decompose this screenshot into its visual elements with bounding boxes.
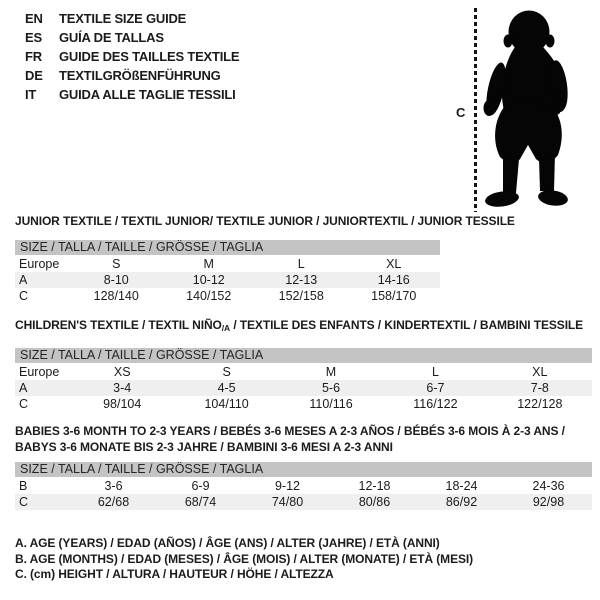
size-header-bar: SIZE / TALLA / TAILLE / GRÖSSE / TAGLIA xyxy=(15,348,592,363)
language-code: DE xyxy=(25,68,43,83)
age-cell: 6-7 xyxy=(426,381,445,395)
language-code: FR xyxy=(25,49,42,64)
height-cell: 104/110 xyxy=(204,397,249,411)
babies-table-title-line2: BABYS 3-6 MONATE BIS 2-3 JAHRE / BAMBINI 3-6 MESI A 2-3 ANNI xyxy=(15,440,393,454)
size-cell: XL xyxy=(532,365,548,379)
guide-title-de: TEXTILGRÖßENFÜHRUNG xyxy=(59,68,221,83)
language-row-fr xyxy=(25,47,239,66)
language-code: EN xyxy=(25,11,43,26)
language-code: IT xyxy=(25,87,37,102)
age-cell: 3-4 xyxy=(113,381,132,395)
children-table-title xyxy=(15,318,583,333)
table-row-months xyxy=(15,478,592,494)
size-cell: L xyxy=(297,257,305,271)
age-cell: 4-5 xyxy=(217,381,236,395)
height-cell: 92/98 xyxy=(532,495,565,509)
height-cell: 80/86 xyxy=(358,495,391,509)
table-row-height xyxy=(15,396,592,412)
legend-line-a: A. AGE (YEARS) / EDAD (AÑOS) / ÂGE (ANS) / ALTER (JAHRE) / ETÀ (ANNI) xyxy=(15,536,440,550)
size-cell: L xyxy=(431,365,439,379)
height-cell: 140/152 xyxy=(186,289,232,303)
table-row-age xyxy=(15,380,592,396)
age-cell: 12-13 xyxy=(285,273,318,287)
language-row-en xyxy=(25,9,239,28)
height-dashed-line xyxy=(474,8,477,212)
size-header-bar: SIZE / TALLA / TAILLE / GRÖSSE / TAGLIA xyxy=(15,240,440,255)
size-cell: XS xyxy=(113,365,131,379)
age-cell: 14-16 xyxy=(377,273,410,287)
guide-title-en: TEXTILE SIZE GUIDE xyxy=(59,11,187,26)
size-cell: M xyxy=(325,365,337,379)
height-cell: 152/158 xyxy=(278,289,324,303)
height-cell: 116/122 xyxy=(413,397,458,411)
table-row-europe xyxy=(15,256,440,272)
height-marker-label: C xyxy=(456,105,466,120)
legend-line-c: C. (cm) HEIGHT / ALTURA / HAUTEUR / HÖHE / ALTEZZA xyxy=(15,567,334,582)
table-row-age xyxy=(15,272,440,288)
size-header-bar: SIZE / TALLA / TAILLE / GRÖSSE / TAGLIA xyxy=(15,462,592,477)
language-row-es xyxy=(25,28,239,47)
height-cell: 110/116 xyxy=(309,397,353,411)
row-label: Europe xyxy=(19,257,60,271)
months-cell: 18-24 xyxy=(445,479,478,493)
months-cell: 6-9 xyxy=(191,479,210,493)
table-row-height xyxy=(15,288,440,304)
language-row-it xyxy=(25,85,239,104)
age-cell: 7-8 xyxy=(530,381,549,395)
height-cell: 128/140 xyxy=(93,289,139,303)
row-label: A xyxy=(19,273,28,287)
months-cell: 12-18 xyxy=(358,479,391,493)
row-label: Europe xyxy=(19,365,60,379)
height-cell: 158/170 xyxy=(371,289,417,303)
children-title-prefix: CHILDREN'S TEXTILE / TEXTIL NIÑO xyxy=(15,318,222,332)
height-cell: 122/128 xyxy=(517,397,563,411)
row-label: B xyxy=(19,479,28,493)
children-title-suffix: / TEXTILE DES ENFANTS / KINDERTEXTIL / BAMBINI TESSILE xyxy=(230,318,584,332)
row-label: C xyxy=(19,397,29,411)
months-cell: 3-6 xyxy=(104,479,123,493)
height-cell: 62/68 xyxy=(97,495,130,509)
size-cell: M xyxy=(203,257,214,271)
months-cell: 24-36 xyxy=(532,479,565,493)
size-cell: XL xyxy=(386,257,402,271)
legend-line-b: B. AGE (MONTHS) / EDAD (MESES) / ÂGE (MOIS) / ALTER (MONATE) / ETÀ (MESI) xyxy=(15,551,474,566)
guide-title-it: GUIDA ALLE TAGLIE TESSILI xyxy=(59,87,236,102)
guide-title-fr: GUIDE DES TAILLES TEXTILE xyxy=(59,49,240,64)
height-cell: 68/74 xyxy=(184,495,217,509)
size-cell: S xyxy=(112,257,121,271)
junior-table-title: JUNIOR TEXTILE / TEXTIL JUNIOR/ TEXTILE JUNIOR / JUNIORTEXTIL / JUNIOR TESSILE xyxy=(15,214,515,228)
guide-title-es: GUÍA DE TALLAS xyxy=(59,30,164,45)
row-label: C xyxy=(19,289,29,303)
size-cell: S xyxy=(222,365,231,379)
children-title-sub: /A xyxy=(221,323,231,333)
months-cell: 9-12 xyxy=(274,479,301,493)
height-cell: 74/80 xyxy=(271,495,304,509)
row-label: A xyxy=(19,381,28,395)
age-cell: 8-10 xyxy=(103,273,129,287)
language-row-de xyxy=(25,66,239,85)
age-cell: 10-12 xyxy=(192,273,225,287)
language-title-list xyxy=(25,9,239,104)
row-label: C xyxy=(19,495,29,509)
baby-silhouette-icon xyxy=(482,9,577,211)
height-cell: 98/104 xyxy=(103,397,142,411)
height-cell: 86/92 xyxy=(445,495,478,509)
babies-table-title-line1: BABIES 3-6 MONTH TO 2-3 YEARS / BEBÉS 3-6 MESES A 2-3 AÑOS / BÉBÉS 3-6 MOIS À 2-3 ANS / xyxy=(15,424,565,438)
age-cell: 5-6 xyxy=(321,381,341,395)
legend xyxy=(15,537,473,584)
language-code: ES xyxy=(25,30,42,45)
table-row-height xyxy=(15,494,592,510)
table-row-europe xyxy=(15,364,592,380)
